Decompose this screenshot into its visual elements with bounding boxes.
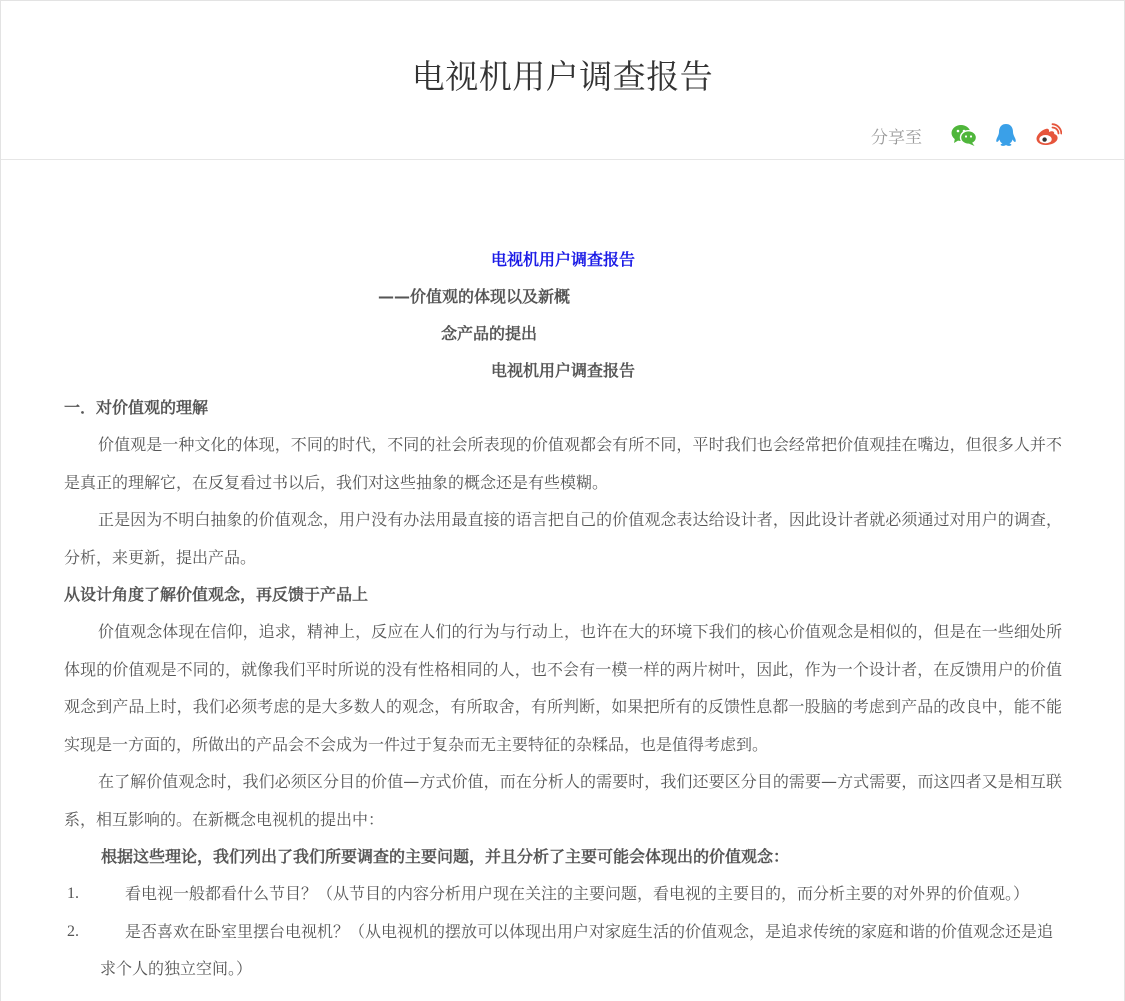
list-text: 是否喜欢在卧室里摆台电视机？（从电视机的摆放可以体现出用户对家庭生活的价值观念，是追求传统的家庭和谐的价值观念还是追求个人的独立空间。） (100, 921, 1054, 978)
paragraph-1: 价值观是一种文化的体现，不同的时代，不同的社会所表现的价值观都会有所不同，平时我们也会经常把价值观挂在嘴边，但很多人并不是真正的理解它，在反复看过书以后，我们对这些抽象的概念还是有些模糊。 (64, 435, 1062, 492)
section-heading-1: 一．对价值观的理解 (64, 398, 209, 417)
paragraph-3: 价值观念体现在信仰，追求，精神上，反应在人们的行为与行动上，也许在大的环境下我们的核心价值观念是相似的，但是在一些细处所体现的价值观是不同的，就像我们平时所说的没有性格相同的人，也不会有一模一样的两片树叶，因此，作为一个设计者，在反馈用户的价值观念到产品上时，我们必须考虑的是大多数人的观念，有所取舍，有所判断，如果把所有的反馈性息都一股脑的考虑到产品的改良中，能不能实现是一方面的，所做出的产品会不会成为一件过于复杂而无主要特征的杂糅品，也是值得考虑到。 (64, 622, 1062, 754)
list-text: 看电视一般都看什么节目？（从节目的内容分析用户现在关注的主要问题，看电视的主要目的，而分析主要的对外界的价值观。） (125, 884, 1030, 903)
list-item (64, 913, 1062, 988)
section-heading-2: 从设计角度了解价值观念，再反馈于产品上 (64, 585, 369, 604)
article-title-repeat: 电视机用户调查报告 (490, 361, 635, 380)
list-item (64, 875, 1062, 913)
article-header (1, 1, 1124, 160)
article-subtitle-line2: 念产品的提出 (441, 324, 538, 343)
share-bar (871, 121, 1062, 149)
paragraph-4: 在了解价值观念时，我们必须区分目的价值—方式价值，而在分析人的需要时，我们还要区分目的需要—方式需要，而这四者又是相互联系，相互影响的。在新概念电视机的提出中： (64, 772, 1062, 829)
share-label: 分享至 (871, 127, 922, 148)
list-number: 2. (67, 922, 79, 940)
article-title: 电视机用户调查报告 (490, 250, 635, 269)
wechat-icon[interactable] (950, 121, 978, 149)
article-body (64, 241, 1062, 988)
article-subtitle-line1: ——价值观的体现以及新概 (378, 287, 571, 306)
qq-icon[interactable] (992, 121, 1020, 149)
paragraph-bold: 根据这些理论，我们列出了我们所要调查的主要问题，并且分析了主要可能会体现出的价值观念： (101, 847, 790, 866)
page-title: 电视机用户调查报告 (411, 57, 714, 96)
weibo-icon[interactable] (1034, 121, 1062, 149)
list-number: 1. (67, 885, 79, 902)
paragraph-2: 正是因为不明白抽象的价值观念，用户没有办法用最直接的语言把自己的价值观念表达给设计者，因此设计者就必须通过对用户的调查，分析，来更新，提出产品。 (64, 510, 1062, 567)
